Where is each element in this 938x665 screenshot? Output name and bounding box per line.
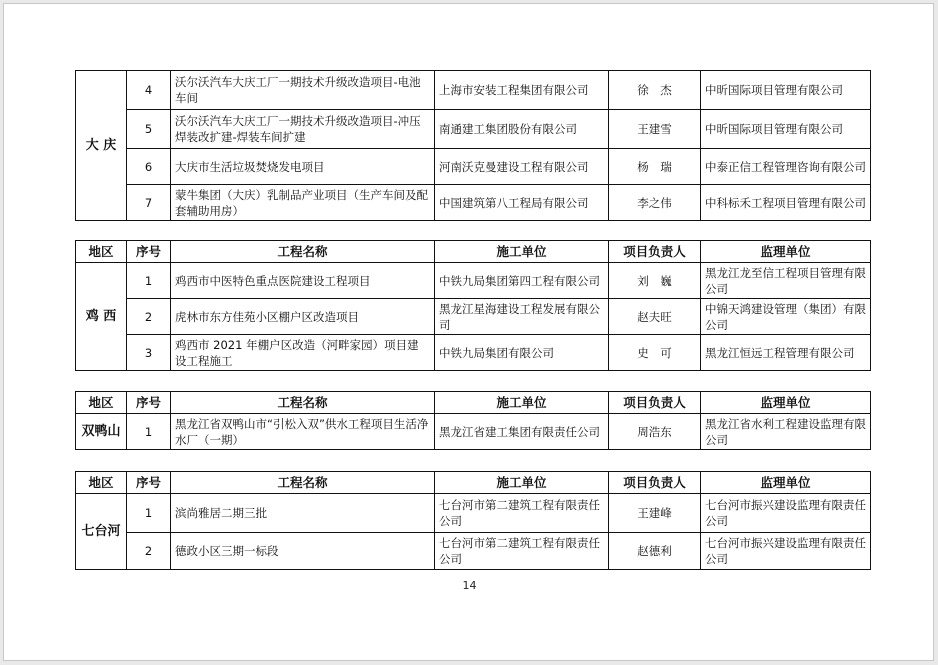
project-cell: 沃尔沃汽车大庆工厂一期技术升级改造项目-冲压焊装改扩建-焊装车间扩建 <box>171 110 435 149</box>
contractor-cell: 中铁九局集团第四工程有限公司 <box>435 263 609 299</box>
table-row <box>76 263 871 299</box>
header-project: 工程名称 <box>171 241 435 263</box>
seq-cell: 1 <box>127 263 171 299</box>
header-row <box>76 472 871 494</box>
header-seq: 序号 <box>127 472 171 494</box>
project-cell: 鸡西市中医特色重点医院建设工程项目 <box>171 263 435 299</box>
project-cell: 沃尔沃汽车大庆工厂一期技术升级改造项目-电池车间 <box>171 71 435 110</box>
table-row <box>76 494 871 533</box>
header-supervisor: 监理单位 <box>701 392 871 414</box>
header-contractor: 施工单位 <box>435 472 609 494</box>
manager-cell: 徐 杰 <box>609 71 701 110</box>
header-supervisor: 监理单位 <box>701 472 871 494</box>
seq-cell: 4 <box>127 71 171 110</box>
project-cell: 大庆市生活垃圾焚烧发电项目 <box>171 149 435 185</box>
table-row <box>76 185 871 221</box>
table-row <box>76 414 871 450</box>
qitaihe-table <box>75 471 871 570</box>
seq-cell: 2 <box>127 533 171 570</box>
header-row <box>76 241 871 263</box>
supervisor-cell: 七台河市振兴建设监理有限责任公司 <box>701 533 871 570</box>
supervisor-cell: 黑龙江恒远工程管理有限公司 <box>701 335 871 371</box>
table-row <box>76 110 871 149</box>
seq-cell: 3 <box>127 335 171 371</box>
region-cell: 七台河 <box>76 494 127 570</box>
supervisor-cell: 七台河市振兴建设监理有限责任公司 <box>701 494 871 533</box>
header-manager: 项目负责人 <box>609 392 701 414</box>
supervisor-cell: 中昕国际项目管理有限公司 <box>701 110 871 149</box>
supervisor-cell: 中锦天鸿建设管理（集团）有限公司 <box>701 299 871 335</box>
header-seq: 序号 <box>127 392 171 414</box>
manager-cell: 刘 巍 <box>609 263 701 299</box>
seq-cell: 1 <box>127 494 171 533</box>
project-cell: 黑龙江省双鸭山市“引松入双”供水工程项目生活净水厂（一期） <box>171 414 435 450</box>
header-region: 地区 <box>76 472 127 494</box>
jixi-table <box>75 240 871 371</box>
contractor-cell: 中铁九局集团有限公司 <box>435 335 609 371</box>
project-cell: 德政小区三期一标段 <box>171 533 435 570</box>
project-cell: 滨尚雅居二期三批 <box>171 494 435 533</box>
table-row <box>76 149 871 185</box>
project-cell: 蒙牛集团（大庆）乳制品产业项目（生产车间及配套辅助用房） <box>171 185 435 221</box>
supervisor-cell: 黑龙江龙至信工程项目管理有限公司 <box>701 263 871 299</box>
contractor-cell: 七台河市第二建筑工程有限责任公司 <box>435 494 609 533</box>
region-cell: 大 庆 <box>76 71 127 221</box>
contractor-cell: 上海市安装工程集团有限公司 <box>435 71 609 110</box>
header-project: 工程名称 <box>171 472 435 494</box>
seq-cell: 1 <box>127 414 171 450</box>
header-region: 地区 <box>76 392 127 414</box>
seq-cell: 5 <box>127 110 171 149</box>
manager-cell: 杨 瑞 <box>609 149 701 185</box>
header-supervisor: 监理单位 <box>701 241 871 263</box>
manager-cell: 周浩东 <box>609 414 701 450</box>
contractor-cell: 黑龙江星海建设工程发展有限公司 <box>435 299 609 335</box>
contractor-cell: 黑龙江省建工集团有限责任公司 <box>435 414 609 450</box>
project-cell: 鸡西市 2021 年棚户区改造（河畔家园）项目建设工程施工 <box>171 335 435 371</box>
table-row <box>76 533 871 570</box>
header-contractor: 施工单位 <box>435 241 609 263</box>
contractor-cell: 中国建筑第八工程局有限公司 <box>435 185 609 221</box>
document-page <box>3 3 934 661</box>
header-manager: 项目负责人 <box>609 241 701 263</box>
header-project: 工程名称 <box>171 392 435 414</box>
header-manager: 项目负责人 <box>609 472 701 494</box>
seq-cell: 7 <box>127 185 171 221</box>
manager-cell: 王建雪 <box>609 110 701 149</box>
shuangyashan-table <box>75 391 871 450</box>
contractor-cell: 南通建工集团股份有限公司 <box>435 110 609 149</box>
manager-cell: 史 可 <box>609 335 701 371</box>
contractor-cell: 河南沃克曼建设工程有限公司 <box>435 149 609 185</box>
region-cell: 双鸭山 <box>76 414 127 450</box>
header-seq: 序号 <box>127 241 171 263</box>
manager-cell: 赵德利 <box>609 533 701 570</box>
project-cell: 虎林市东方佳苑小区棚户区改造项目 <box>171 299 435 335</box>
page-number: 14 <box>462 579 477 592</box>
seq-cell: 2 <box>127 299 171 335</box>
table-row <box>76 299 871 335</box>
manager-cell: 李之伟 <box>609 185 701 221</box>
contractor-cell: 七台河市第二建筑工程有限责任公司 <box>435 533 609 570</box>
supervisor-cell: 中昕国际项目管理有限公司 <box>701 71 871 110</box>
seq-cell: 6 <box>127 149 171 185</box>
header-contractor: 施工单位 <box>435 392 609 414</box>
manager-cell: 王建峰 <box>609 494 701 533</box>
daqing-table <box>75 70 871 221</box>
supervisor-cell: 黑龙江省水利工程建设监理有限公司 <box>701 414 871 450</box>
supervisor-cell: 中科标禾工程项目管理有限公司 <box>701 185 871 221</box>
manager-cell: 赵夫旺 <box>609 299 701 335</box>
table-row <box>76 71 871 110</box>
table-row <box>76 335 871 371</box>
header-row <box>76 392 871 414</box>
region-cell: 鸡 西 <box>76 263 127 371</box>
header-region: 地区 <box>76 241 127 263</box>
supervisor-cell: 中泰正信工程管理咨询有限公司 <box>701 149 871 185</box>
